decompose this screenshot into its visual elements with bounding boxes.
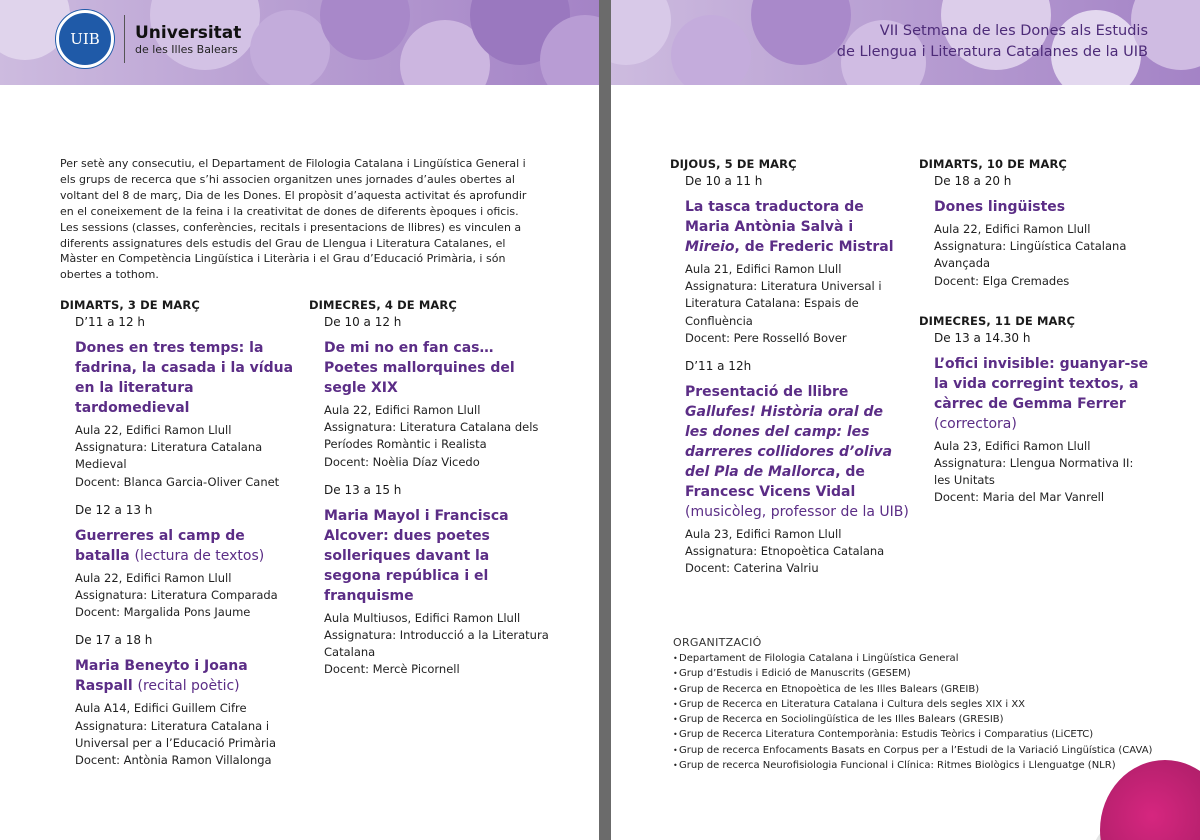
event-note: (lectura de textos)	[134, 547, 265, 564]
event-title: Maria Mayol i Francisca Alcover: dues poetes solleriques davant la segona república i el franquisme	[324, 507, 509, 604]
event-time: De 10 a 11 h	[685, 174, 763, 188]
confetti-circle	[320, 0, 410, 60]
event	[934, 174, 1149, 290]
event-room: Aula 22, Edifici Ramon Llull	[75, 423, 232, 437]
day-column-dimarts-10	[919, 157, 1149, 507]
event-teacher: Docent: Margalida Pons Jaume	[75, 605, 251, 620]
event-room: Aula 22, Edifici Ramon Llull	[934, 222, 1091, 236]
event-room: Aula 22, Edifici Ramon Llull	[75, 570, 232, 585]
day-heading: DIMARTS, 3 DE MARÇ	[60, 298, 200, 312]
organization-title: ORGANITZACIÓ	[673, 636, 762, 649]
event-title: Guerreres al camp de batalla (lectura de textos)	[75, 527, 265, 564]
header-banner-left	[0, 0, 599, 85]
event-subject: Assignatura: Literatura Universal i Literatura Catalana: Espais de Confluència	[685, 279, 882, 328]
event-title: L’ofici invisible: guanyar-se la vida corregint textos, a càrrec de Gemma Ferrer (correctora)	[934, 355, 1149, 432]
event-teacher: Docent: Elga Cremades	[934, 273, 1070, 288]
event-subject: Assignatura: Lingüística Catalana Avançada	[934, 239, 1127, 271]
organization-block	[673, 636, 1193, 773]
event-teacher: Docent: Noèlia Díaz Vicedo	[324, 454, 480, 469]
event-teacher: Docent: Pere Rosselló Bover	[685, 330, 847, 345]
event-note: (musicòleg, professor de la UIB)	[685, 504, 909, 521]
event	[324, 315, 549, 471]
event-teacher: Docent: Mercè Picornell	[324, 662, 460, 677]
event	[324, 483, 549, 679]
event-room: Aula A14, Edifici Guillem Cifre	[75, 701, 247, 716]
event-title: Dones en tres temps: la fadrina, la casada i la vídua en la literatura tardomedieval	[75, 340, 294, 416]
event-time: De 13 a 15 h	[324, 482, 402, 497]
event-note: (correctora)	[934, 415, 1017, 432]
organization-item: • Grup de Recerca en Sociolingüística de les Illes Balears (GRESIB)	[673, 712, 1193, 727]
organization-item: • Departament de Filologia Catalana i Lingüística General	[673, 651, 1193, 666]
event-room: Aula 22, Edifici Ramon Llull	[324, 403, 481, 417]
event-note: (recital poètic)	[137, 678, 240, 695]
event	[75, 633, 300, 769]
event-series-title: VII Setmana de les Dones als Estudis de Llengua i Literatura Catalanes de la UIB	[836, 23, 1148, 60]
day-column-dijous-5	[670, 157, 910, 578]
event	[934, 331, 1149, 507]
event-time: De 10 a 12 h	[324, 315, 402, 329]
organization-item: • Grup d’Estudis i Edició de Manuscrits (GESEM)	[673, 666, 1193, 681]
logo-line-2: de les Illes Balears	[135, 42, 238, 56]
event-time: De 18 a 20 h	[934, 174, 1012, 188]
event	[75, 503, 300, 622]
day-heading: DIMARTS, 10 DE MARÇ	[919, 157, 1067, 171]
event-room: Aula 23, Edifici Ramon Llull	[685, 527, 842, 542]
event-time: D’11 a 12 h	[75, 315, 145, 329]
event-time: D’11 a 12h	[685, 359, 752, 374]
event-subject: Assignatura: Introducció a la Literatura Catalana	[324, 628, 549, 660]
event	[685, 359, 910, 578]
header-banner-right	[611, 0, 1200, 85]
uib-seal-icon: UIB	[56, 10, 114, 68]
organization-item: • Grup de Recerca Literatura Contemporània: Estudis Teòrics i Comparatius (LiCETC)	[673, 727, 1193, 742]
event-room: Aula Multiusos, Edifici Ramon Llull	[324, 610, 521, 625]
event-subject: Assignatura: Literatura Comparada	[75, 588, 278, 603]
intro-paragraph: Per setè any consecutiu, el Departament de Filologia Catalana i Lingüística General i els grups de recerca que s’hi associen organitzen unes jornades d’aules obertes al voltant del 8 de març, Dia de les Dones. El propòsit d’aquesta activitat és aprofundir en el coneixement de la feina i la creativitat de dones de diferents èpoques i oficis. Les sessions (classes, conferències, recitals i presentacions de llibres) es vinculen a diferents assignatures dels estudis del Grau de Llengua i Literatura Catalanes, el Màster en Competència Lingüística i Literària i el Grau d’Educació Primària, i són obertes a tothom.	[60, 157, 527, 282]
uib-logo	[56, 10, 241, 68]
confetti-circle	[250, 10, 330, 85]
event-title: Maria Beneyto i Joana Raspall (recital poètic)	[75, 658, 248, 695]
event-time: De 12 a 13 h	[75, 502, 153, 517]
event-title: Dones lingüistes	[934, 199, 1066, 215]
organization-item: • Grup de recerca Neurofisiologia Funcional i Clínica: Ritmes Biològics i Llenguatge (NLR)	[673, 758, 1193, 773]
event-subject: Assignatura: Etnopoètica Catalana	[685, 544, 885, 559]
event-time: De 17 a 18 h	[75, 633, 153, 648]
event-room: Aula 21, Edifici Ramon Llull	[685, 262, 842, 276]
event	[75, 315, 300, 491]
organization-item: • Grup de Recerca en Etnopoètica de les Illes Balears (GREIB)	[673, 682, 1193, 697]
event-title: La tasca traductora de Maria Antònia Salvà i Mireio, de Frederic Mistral	[685, 199, 894, 255]
event-teacher: Docent: Caterina Valriu	[685, 561, 819, 576]
event-subject: Assignatura: Literatura Catalana dels Períodes Romàntic i Realista	[324, 420, 539, 452]
event-teacher: Docent: Maria del Mar Vanrell	[934, 490, 1105, 505]
day-column-dimarts-3	[60, 298, 300, 769]
day-column-dimecres-4	[309, 298, 549, 679]
event-subject: Assignatura: Llengua Normativa II: les Unitats	[934, 456, 1134, 488]
event-subject: Assignatura: Literatura Catalana i Universal per a l’Educació Primària	[75, 718, 277, 750]
logo-divider	[124, 15, 125, 63]
event-room: Aula 23, Edifici Ramon Llull	[934, 438, 1091, 453]
event-time: De 13 a 14.30 h	[934, 330, 1031, 345]
organization-item: • Grup de Recerca en Literatura Catalana i Cultura dels segles XIX i XX	[673, 697, 1193, 712]
day-heading: DIMECRES, 4 DE MARÇ	[309, 298, 457, 312]
organization-list	[673, 651, 1193, 773]
right-page	[611, 0, 1200, 840]
left-page	[0, 0, 599, 840]
logo-line-1: Universitat	[135, 22, 242, 43]
confetti-circle	[611, 0, 671, 65]
event-title: De mi no en fan cas… Poetes mallorquines del segle XIX	[324, 340, 515, 396]
event-title: Presentació de llibre Gallufes! Història oral de les dones del camp: les darreres collidores d’oliva del Pla de Mallorca, de Francesc Vicens Vidal (musicòleg, professor de la UIB)	[685, 384, 909, 521]
confetti-circle	[671, 15, 751, 85]
event	[685, 174, 910, 347]
organization-item: • Grup de recerca Enfocaments Basats en Corpus per a l’Estudi de la Variació Lingüística (CAVA)	[673, 743, 1193, 758]
event-teacher: Docent: Blanca Garcia-Oliver Canet	[75, 474, 280, 489]
event-teacher: Docent: Antònia Ramon Villalonga	[75, 753, 272, 768]
event-subject: Assignatura: Literatura Catalana Medieval	[75, 440, 263, 472]
day-heading: DIMECRES, 11 DE MARÇ	[919, 313, 1075, 328]
day-heading: DIJOUS, 5 DE MARÇ	[670, 157, 797, 171]
